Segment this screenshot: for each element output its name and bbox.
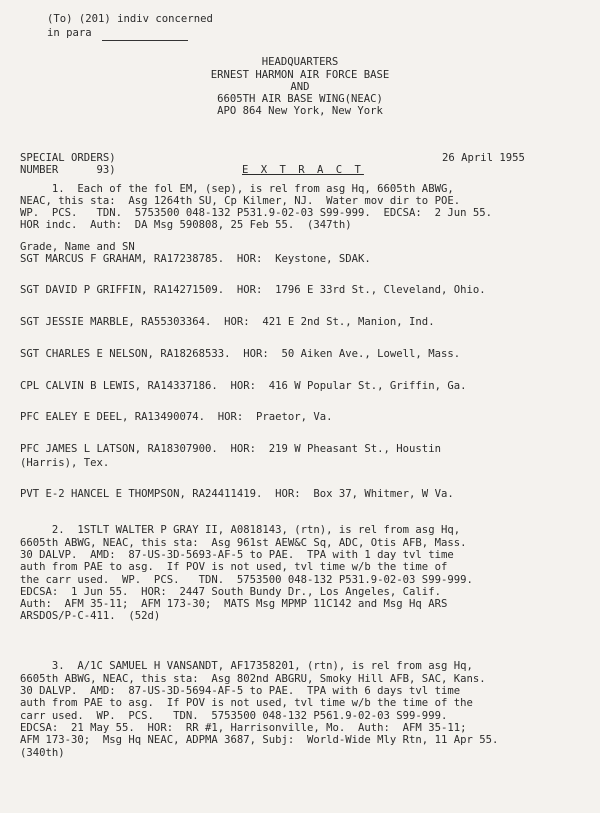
roster-entry: PFC EALEY E DEEL, RA13490074. HOR: Praetor, Va. <box>20 411 333 423</box>
special-orders-label: SPECIAL ORDERS) <box>20 152 116 164</box>
routing-line-2: in para <box>47 27 92 39</box>
order-number: NUMBER 93) <box>20 164 116 176</box>
para2-line: 6605th ABWG, NEAC, this sta: Asg 961st AEW&C Sq, ADC, Otis AFB, Mass. <box>20 537 467 549</box>
para1-line: 1. Each of the fol EM, (sep), is rel from asg Hq, 6605th ABWG, <box>20 183 454 195</box>
para2-line: 2. 1STLT WALTER P GRAY II, A0818143, (rtn), is rel from asg Hq, <box>20 524 461 536</box>
roster-entry: SGT CHARLES E NELSON, RA18268533. HOR: 50 Aiken Ave., Lowell, Mass. <box>20 348 461 360</box>
para2-line: Auth: AFM 35-11; AFM 173-30; MATS Msg MPMP 11C142 and Msg Hq ARS <box>20 598 448 610</box>
para2-line: the carr used. WP. PCS. TDN. 5753500 048-132 P531.9-02-03 S99-999. <box>20 574 473 586</box>
para1-line: WP. PCS. TDN. 5753500 048-132 P531.9-02-03 S99-999. EDCSA: 2 Jun 55. <box>20 207 492 219</box>
extract-heading: E X T R A C T <box>242 164 364 176</box>
roster-entry: SGT DAVID P GRIFFIN, RA14271509. HOR: 1796 E 33rd St., Cleveland, Ohio. <box>20 284 486 296</box>
para3-line: (340th) <box>20 747 65 759</box>
para3-line: auth from PAE to asg. If POV is not used, tvl time w/b the time of the <box>20 697 473 709</box>
routing-blank-line <box>102 40 188 41</box>
header-line-2: ERNEST HARMON AIR FORCE BASE <box>210 69 390 81</box>
header-line-3: AND <box>290 81 310 93</box>
para2-line: ARSDOS/P-C-411. (52d) <box>20 610 161 622</box>
para2-line: auth from PAE to asg. If POV is not used, tvl time w/b the time of <box>20 561 448 573</box>
roster-entry: SGT JESSIE MARBLE, RA55303364. HOR: 421 E 2nd St., Manion, Ind. <box>20 316 435 328</box>
header-line-5: APO 864 New York, New York <box>217 105 383 117</box>
roster-entry-continuation: (Harris), Tex. <box>20 457 110 469</box>
roster-entry: SGT MARCUS F GRAHAM, RA17238785. HOR: Keystone, SDAK. <box>20 253 371 265</box>
para3-line: EDCSA: 21 May 55. HOR: RR #1, Harrisonville, Mo. Auth: AFM 35-11; <box>20 722 467 734</box>
roster-heading: Grade, Name and SN <box>20 241 135 253</box>
roster-entry: CPL CALVIN B LEWIS, RA14337186. HOR: 416 W Popular St., Griffin, Ga. <box>20 380 467 392</box>
para3-line: AFM 173-30; Msg Hq NEAC, ADPMA 3687, Subj: World-Wide Mly Rtn, 11 Apr 55. <box>20 734 499 746</box>
header-line-1: HEADQUARTERS <box>261 56 339 68</box>
para3-line: 30 DALVP. AMD: 87-US-3D-5694-AF-5 to PAE. TPA with 6 days tvl time <box>20 685 461 697</box>
roster-entry: PFC JAMES L LATSON, RA18307900. HOR: 219 W Pheasant St., Houstin <box>20 443 441 455</box>
para3-line: 3. A/1C SAMUEL H VANSANDT, AF17358201, (rtn), is rel from asg Hq, <box>20 660 473 672</box>
para3-line: carr used. WP. PCS. TDN. 5753500 048-132 P561.9-02-03 S99-999. <box>20 710 448 722</box>
roster-entry: PVT E-2 HANCEL E THOMPSON, RA24411419. HOR: Box 37, Whitmer, W Va. <box>20 488 454 500</box>
order-date: 26 April 1955 <box>442 152 525 164</box>
para2-line: 30 DALVP. AMD: 87-US-3D-5693-AF-5 to PAE. TPA with 1 day tvl time <box>20 549 454 561</box>
para3-line: 6605th ABWG, NEAC, this sta: Asg 802nd ABGRU, Smoky Hill AFB, SAC, Kans. <box>20 673 486 685</box>
routing-line-1: (To) (201) indiv concerned <box>47 13 213 25</box>
para1-line: HOR indc. Auth: DA Msg 590808, 25 Feb 55. (347th) <box>20 219 352 231</box>
para2-line: EDCSA: 1 Jun 55. HOR: 2447 South Bundy Dr., Los Angeles, Calif. <box>20 586 441 598</box>
header-line-4: 6605TH AIR BASE WING(NEAC) <box>217 93 383 105</box>
para1-line: NEAC, this sta: Asg 1264th SU, Cp Kilmer, NJ. Water mov dir to POE. <box>20 195 461 207</box>
